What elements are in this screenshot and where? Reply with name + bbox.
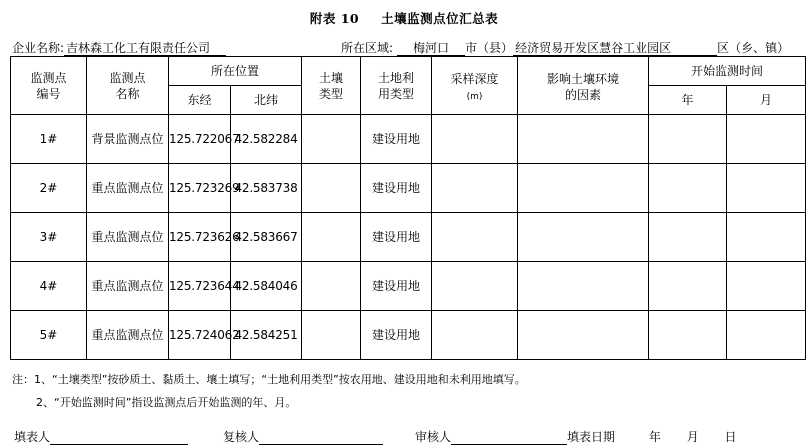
title-text: 土壤监测点位汇总表 — [381, 11, 499, 26]
cell-year — [649, 262, 727, 311]
city-suffix: 市（县） — [465, 41, 514, 55]
cell-factors — [518, 164, 649, 213]
title-prefix: 附表 10 — [309, 11, 360, 26]
cell-depth — [432, 115, 518, 164]
cell-latitude: 42.582284 — [231, 115, 302, 164]
date-day: 日 — [724, 430, 737, 444]
header-latitude: 北纬 — [231, 86, 302, 115]
header-location: 所在位置 — [169, 57, 302, 86]
header-point-id: 监测点编号 — [11, 57, 87, 115]
cell-depth — [432, 164, 518, 213]
cell-depth — [432, 213, 518, 262]
cell-point-name: 重点监测点位 — [87, 311, 169, 360]
note-1: 注：1、“土壤类型”按砂质土、黏质土、壤土填写；“土地利用类型”按农用地、建设用地和未利用地填写。 — [12, 373, 526, 386]
cell-longitude: 125.722067 — [169, 115, 231, 164]
reviewer2-line — [451, 433, 567, 445]
filler-line — [50, 433, 188, 445]
cell-year — [649, 213, 727, 262]
cell-year — [649, 311, 727, 360]
cell-longitude: 125.723644 — [169, 262, 231, 311]
table-row — [11, 262, 806, 311]
reviewer1-label: 复核人 — [223, 430, 260, 444]
city-value: 梅河口 — [397, 42, 465, 56]
cell-soil-type — [302, 213, 361, 262]
cell-land-use: 建设用地 — [361, 262, 432, 311]
depth-unit: (m) — [466, 92, 483, 102]
header-point-name: 监测点名称 — [87, 57, 169, 115]
cell-point-id: 1# — [11, 115, 87, 164]
cell-land-use: 建设用地 — [361, 311, 432, 360]
cell-factors — [518, 115, 649, 164]
depth-label: 采样深度 — [450, 72, 499, 86]
cell-latitude: 42.583738 — [231, 164, 302, 213]
footer-reviewer2 — [415, 428, 567, 445]
date-label: 填表日期 — [567, 430, 616, 444]
cell-land-use: 建设用地 — [361, 115, 432, 164]
table-row — [11, 115, 806, 164]
cell-soil-type — [302, 115, 361, 164]
footer-reviewer1 — [223, 428, 383, 445]
cell-depth — [432, 262, 518, 311]
cell-point-name: 重点监测点位 — [87, 164, 169, 213]
cell-factors — [518, 311, 649, 360]
cell-soil-type — [302, 262, 361, 311]
date-month: 月 — [686, 430, 699, 444]
cell-month — [727, 115, 806, 164]
cell-latitude: 42.584251 — [231, 311, 302, 360]
cell-land-use: 建设用地 — [361, 164, 432, 213]
cell-point-id: 5# — [11, 311, 87, 360]
table-row — [11, 164, 806, 213]
monitoring-points-table — [10, 56, 806, 360]
cell-depth — [432, 311, 518, 360]
zone-value: 经济贸易开发区慧谷工业园区 — [513, 42, 717, 56]
cell-latitude: 42.583667 — [231, 213, 302, 262]
cell-month — [727, 262, 806, 311]
cell-month — [727, 213, 806, 262]
reviewer1-line — [259, 433, 383, 445]
table-row — [11, 213, 806, 262]
company-info — [12, 39, 226, 56]
cell-longitude: 125.724062 — [169, 311, 231, 360]
cell-latitude: 42.584046 — [231, 262, 302, 311]
note-2: 2、“开始监测时间”指设监测点后开始监测的年、月。 — [36, 396, 297, 409]
table-row — [11, 311, 806, 360]
zone-suffix: 区（乡、镇） — [717, 41, 790, 55]
footer-filler — [14, 428, 188, 445]
header-month: 月 — [727, 86, 806, 115]
header-soil-type: 土壤类型 — [302, 57, 361, 115]
cell-month — [727, 164, 806, 213]
header-year: 年 — [649, 86, 727, 115]
header-start-time: 开始监测时间 — [649, 57, 806, 86]
cell-soil-type — [302, 311, 361, 360]
company-value: 吉林森工化工有限责任公司 — [64, 42, 226, 56]
cell-year — [649, 164, 727, 213]
cell-longitude: 125.723626 — [169, 213, 231, 262]
cell-factors — [518, 213, 649, 262]
cell-month — [727, 311, 806, 360]
cell-point-id: 4# — [11, 262, 87, 311]
region-label: 所在区域: — [341, 41, 394, 55]
cell-land-use: 建设用地 — [361, 213, 432, 262]
cell-soil-type — [302, 164, 361, 213]
document-title — [0, 9, 808, 27]
cell-point-name: 背景监测点位 — [87, 115, 169, 164]
date-year: 年 — [648, 430, 661, 444]
filler-label: 填表人 — [14, 430, 51, 444]
header-depth — [432, 57, 518, 115]
cell-factors — [518, 262, 649, 311]
header-factors: 影响土壤环境的因素 — [518, 57, 649, 115]
cell-year — [649, 115, 727, 164]
cell-point-id: 2# — [11, 164, 87, 213]
footer-date — [567, 428, 737, 445]
region-info — [341, 39, 789, 56]
cell-point-name: 重点监测点位 — [87, 262, 169, 311]
header-land-use: 土地利用类型 — [361, 57, 432, 115]
cell-point-id: 3# — [11, 213, 87, 262]
company-label: 企业名称: — [12, 41, 65, 55]
cell-longitude: 125.723269 — [169, 164, 231, 213]
cell-point-name: 重点监测点位 — [87, 213, 169, 262]
reviewer2-label: 审核人 — [415, 430, 452, 444]
header-longitude: 东经 — [169, 86, 231, 115]
